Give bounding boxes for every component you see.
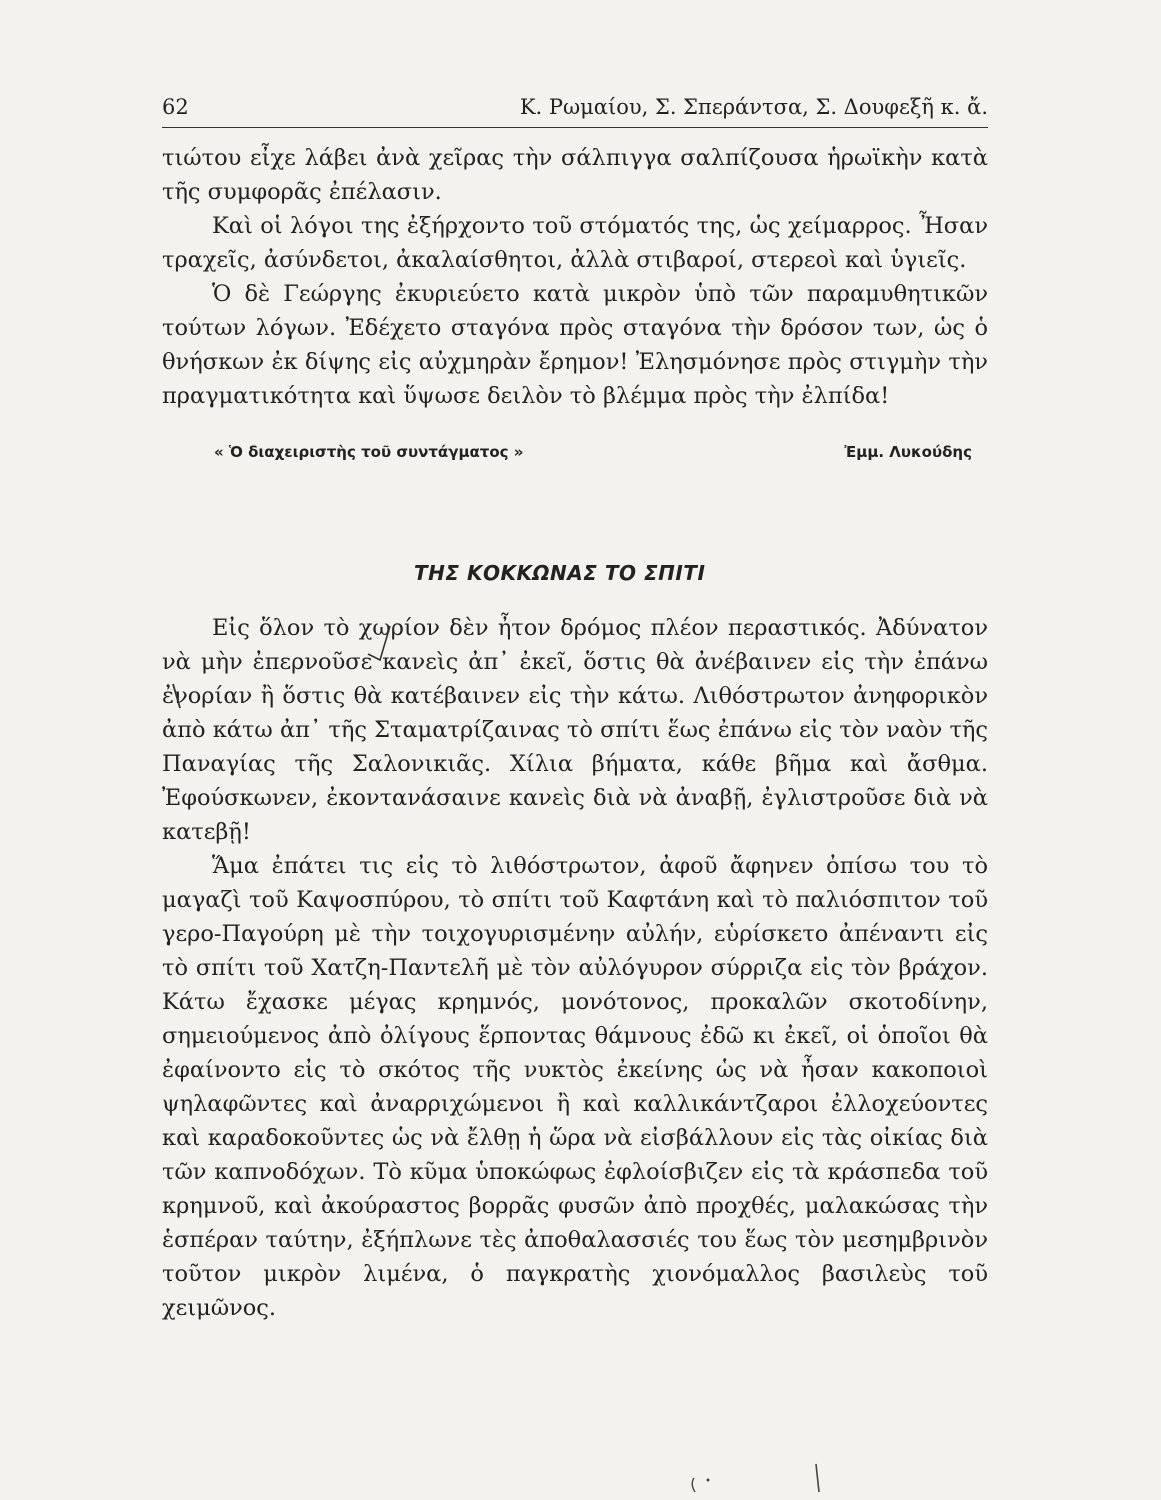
paragraph-words: Καὶ οἱ λόγοι της ἐξήρχοντο τοῦ στόματός της, ὡς χείμαρρος. Ἦσαν τραχεῖς, ἀσύνδετοι, ἀκαλαίσθητοι, ἀλλὰ στιβαροί, στερεοὶ καὶ ὑγιεῖς. <box>162 213 988 273</box>
paragraph-continuation: τιώτου εἶχε λάβει ἀνὰ χεῖρας τὴν σάλπιγγα σαλπίζουσα ἡρωϊκὴν κατὰ τῆς συμφορᾶς ἐπέλασιν. <box>162 145 988 205</box>
pencil-margin-mark-icon <box>170 682 186 712</box>
page-header <box>162 95 988 128</box>
paragraph-road: Εἰς ὅλον τὸ χωρίον δὲν ἦτον δρόμος πλέον περαστικός. Ἀδύνατον νὰ μὴν ἐπερνοῦσε κανεὶς ἀπ᾽ ἐκεῖ, ὅστις θὰ ἀνέβαινεν εἰς τὴν ἐπάνω ἐνορίαν ἢ ὅστις θὰ κατέβαινεν εἰς τὴν κάτω. Λιθόστρωτον ἀνηφορικὸν ἀπὸ κάτω ἀπ᾽ τῆς Σταματρίζαινας τὸ σπίτι ἕως ἐπάνω εἰς τὸν ναὸν τῆς Παναγίας τῆς Σαλονικιᾶς. Χίλια βήματα, κάθε βῆμα καὶ ἄσθμα. Ἐφούσκωνεν, ἐκοντανάσαινε κανεὶς διὰ νὰ ἀναβῇ, ἐγλιστροῦσε διὰ νὰ κατεβῇ! <box>162 615 988 845</box>
running-title: Κ. Ρωμαίου, Σ. Σπεράντσα, Σ. Δουφεξῆ κ. ἄ. <box>519 95 988 119</box>
source-attribution <box>162 443 988 461</box>
work-title: « Ὁ διαχειριστὴς τοῦ συντάγματος » <box>214 443 524 461</box>
paragraph-georges: Ὁ δὲ Γεώργης ἐκυριεύετο κατὰ μικρὸν ὑπὸ τῶν παραμυθητικῶν τούτων λόγων. Ἐδέχετο σταγόνα πρὸς σταγόνα τὴν δρόσον των, ὡς ὁ θνήσκων ἐκ δίψης εἰς αὐχμηρὰν ἔρημον! Ἐλησμόνησε πρὸς στιγμὴν τὴν πραγματικότητα καὶ ὕψωσε δειλὸν τὸ βλέμμα πρὸς τὴν ἐλπίδα! <box>162 281 988 409</box>
section-title: ΤΗΣ ΚΟΚΚΩΝΑΣ ΤΟ ΣΠΙΤΙ <box>414 561 706 585</box>
pencil-mark-icon <box>366 624 396 674</box>
author-name: Ἐμμ. Λυκούδης <box>844 443 972 461</box>
paragraph-cliff: Ἅμα ἐπάτει τις εἰς τὸ λιθόστρωτον, ἀφοῦ ἄφηνεν ὀπίσω του τὸ μαγαζὶ τοῦ Καψοσπύρου, τὸ σπίτι τοῦ Καφτάνη καὶ τὸ παλιόσπιτον τοῦ γερο-Παγούρη μὲ τὴν τοιχογυρισμένην αὐλήν, εὑρίσκετο ἀπέναντι εἰς τὸ σπίτι τοῦ Χατζη-Παντελῆ μὲ τὸν αὐλόγυρον σύρριζα εἰς τὸν βράχον. Κάτω ἔχασκε μέγας κρημνός, μονότονος, προκαλῶν σκοτοδίνην, σημειούμενος ἀπὸ ὀλίγους ἕρποντας θάμνους ἐδῶ κι ἐκεῖ, οἱ ὁποῖοι θὰ ἐφαίνοντο εἰς τὸ σκότος τῆς νυκτὸς ἐκείνης ὡς νὰ ἦσαν κακοποιοὶ ψηλαφῶντες καὶ ἀναρριχώμενοι ἢ καὶ καλλικάντζαροι ἐλλοχεύοντες καὶ καραδοκοῦντες ὡς νὰ ἔλθῃ ἡ ὥρα νὰ εἰσβάλλουν εἰς τὰς οἰκίας διὰ τῶν καπνοδόχων. Τὸ κῦμα ὑποκώφως ἐφλοίσβιζεν εἰς τὰ κράσπεδα τοῦ κρημνοῦ, καὶ ἀκούραστος βορρᾶς φυσῶν ἀπὸ προχθές, μαλακώσας τὴν ἑσπέραν ταύτην, ἐξήπλωνε τὲς ἀποθαλασσιές του ἕως τὸν μεσημβρινὸν τοῦτον μικρὸν λιμένα, ὁ παγκρατὴς χιονόμαλλος βασιλεὺς τοῦ χειμῶνος. <box>162 853 988 1321</box>
page-number: 62 <box>162 95 189 119</box>
bottom-mark-icon <box>688 1462 828 1496</box>
book-page <box>162 95 988 1325</box>
